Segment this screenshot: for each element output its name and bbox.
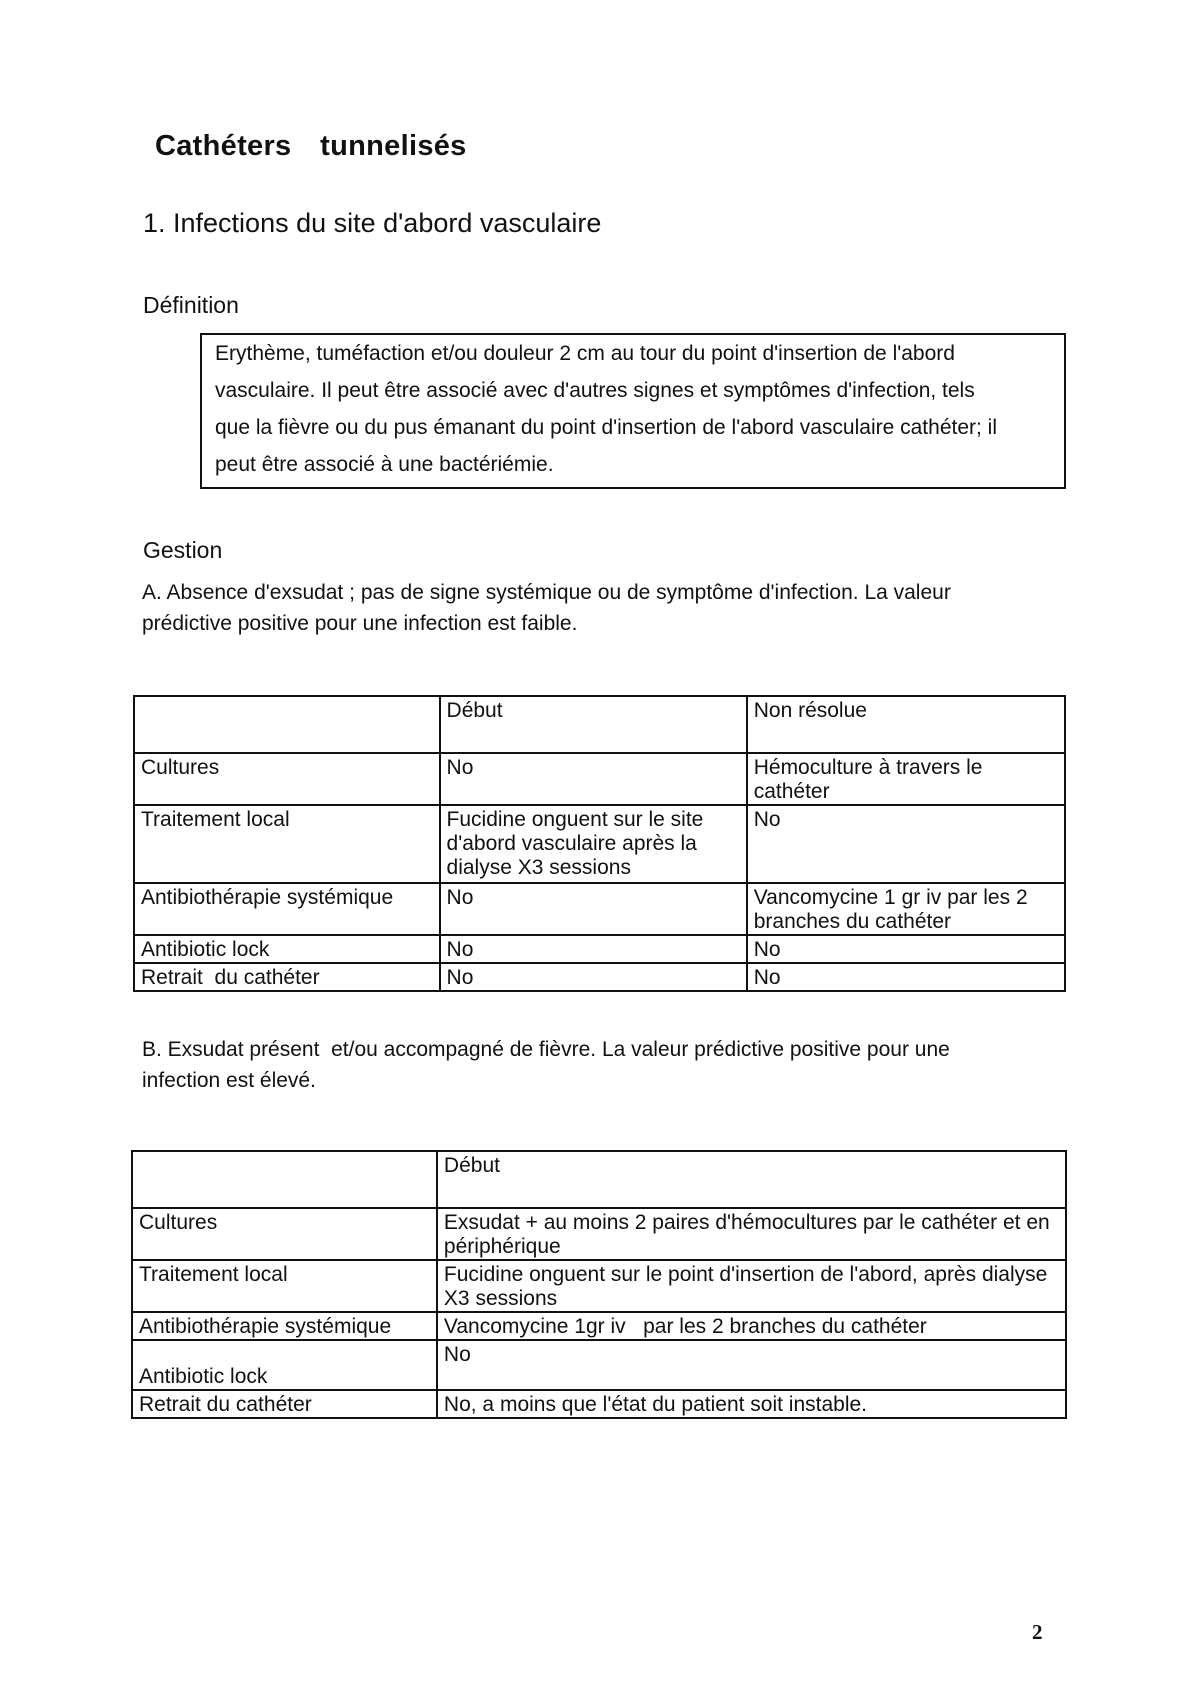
table-row [134,805,1065,883]
table-b-header-cell [132,1151,437,1208]
definition-box [200,333,1066,489]
case-a-text [142,577,1062,639]
definition-line: que la fièvre ou du pus émanant du point d'insertion de l'abord vasculaire cathéter; il [215,416,998,439]
table-row [132,1312,1066,1340]
definition-line: vasculaire. Il peut être associé avec d'autres signes et symptômes d'infection, tels [215,379,975,402]
table-a-header-cell [134,696,440,753]
definition-heading: Définition [143,292,239,318]
table-cell: Fucidine onguent sur le site d'abord vasculaire après la dialyse X3 sessions [440,805,747,883]
case-b-line: B. Exsudat présent et/ou accompagné de fièvre. La valeur prédictive positive pour une [142,1038,950,1061]
table-cell: Vancomycine 1gr iv par les 2 branches du cathéter [437,1312,1066,1340]
table-row [132,1260,1066,1312]
table-cell: No, a moins que l'état du patient soit instable. [437,1390,1066,1418]
table-cell: No [747,963,1065,991]
table-b-header-row [132,1151,1066,1208]
case-b-line: infection est élevé. [142,1069,316,1092]
table-row [132,1390,1066,1418]
table-cell: No [440,753,747,805]
gestion-heading: Gestion [143,537,223,563]
table-a-header-cell: Non résolue [747,696,1065,753]
document-title: Cathéters tunnelisés [155,130,467,162]
table-a-header-row [134,696,1065,753]
table-cell: Cultures [134,753,440,805]
table-row [132,1208,1066,1260]
table-cell: Vancomycine 1 gr iv par les 2 branches du cathéter [747,883,1065,935]
table-cell: Antibiotic lock [132,1340,437,1390]
table-cell: Antibiothérapie systémique [134,883,440,935]
table-row [132,1340,1066,1390]
table-row [134,963,1065,991]
table-cell: No [747,935,1065,963]
table-row [134,883,1065,935]
table-b [131,1150,1067,1419]
table-b-header-cell: Début [437,1151,1066,1208]
table-cell: Traitement local [134,805,440,883]
table-cell: Traitement local [132,1260,437,1312]
page-number: 2 [1032,1620,1043,1644]
table-cell: Retrait du cathéter [134,963,440,991]
table-cell: Cultures [132,1208,437,1260]
table-cell: No [440,883,747,935]
table-cell: Hémoculture à travers le cathéter [747,753,1065,805]
section-heading: 1. Infections du site d'abord vasculaire [143,208,602,238]
case-a-line: prédictive positive pour une infection est faible. [142,612,578,635]
definition-line: peut être associé à une bactériémie. [215,453,554,476]
case-b-text [142,1034,1062,1096]
case-a-line: A. Absence d'exsudat ; pas de signe systémique ou de symptôme d'infection. La valeur [142,581,951,604]
table-cell: Exsudat + au moins 2 paires d'hémocultures par le cathéter et en périphérique [437,1208,1066,1260]
table-cell: Antibiotic lock [134,935,440,963]
table-cell: Retrait du cathéter [132,1390,437,1418]
table-row [134,753,1065,805]
definition-line: Erythème, tuméfaction et/ou douleur 2 cm au tour du point d'insertion de l'abord [215,342,955,365]
table-cell: Antibiothérapie systémique [132,1312,437,1340]
table-row [134,935,1065,963]
table-cell: Fucidine onguent sur le point d'insertion de l'abord, après dialyse X3 sessions [437,1260,1066,1312]
table-cell: No [437,1340,1066,1390]
table-a-header-cell: Début [440,696,747,753]
table-cell: No [440,963,747,991]
table-cell: No [440,935,747,963]
table-a [133,695,1066,992]
table-cell: No [747,805,1065,883]
